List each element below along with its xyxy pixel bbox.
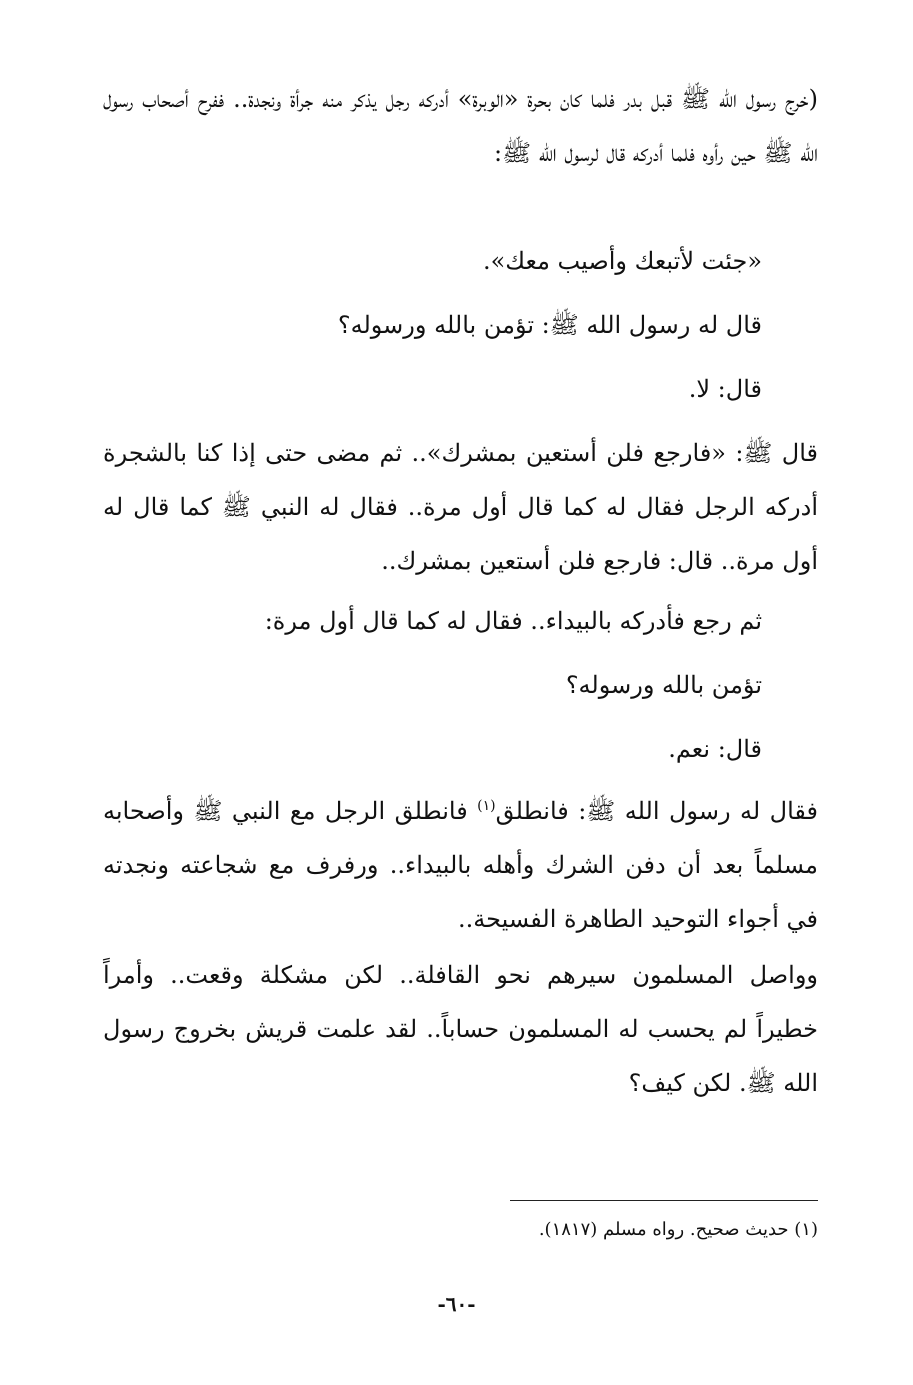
paragraph-4: قال: لا. — [688, 375, 762, 403]
footnote-reference[interactable]: (١) — [477, 798, 496, 814]
paragraph-7: تؤمن بالله ورسوله؟ — [565, 671, 762, 699]
main-text-refusal — [103, 426, 818, 588]
main-text-question-2 — [103, 658, 818, 712]
paragraph-10: وواصل المسلمون سيرهم نحو القافلة.. لكن مشكلة وقعت.. وأمراً خطيراً لم يحسب له المسلمون حساباً.. لقد علمت قريش بخروج رسول الله ﷺ. لكن كيف؟ — [103, 961, 818, 1097]
paragraph-8: قال: نعم. — [668, 735, 762, 763]
main-text-quote — [103, 234, 818, 288]
paragraph-9-start: فقال له رسول الله ﷺ: فانطلق — [495, 797, 818, 825]
page-number: -٦٠- — [437, 1292, 476, 1316]
paragraph-6: ثم رجع فأدركه بالبيداء.. فقال له كما قال أول مرة: — [264, 607, 762, 635]
main-text-departure — [103, 784, 818, 946]
paragraph-5: قال ﷺ: «فارجع فلن أستعين بمشرك».. ثم مضى حتى إذا كنا بالشجرة أدركه الرجل فقال له كما قال أول مرة.. فقال له النبي ﷺ كما قال له أول مرة.. قال: فارجع فلن أستعين بمشرك.. — [103, 439, 819, 575]
main-text-answer-no — [103, 362, 818, 416]
paragraph-2: «جئت لأتبعك وأصيب معك». — [482, 247, 762, 275]
paragraph-1: (خرج رسول الله ﷺ قبل بدر فلما كان بحرة «الوبرة» أدركه رجل يذكر منه جرأة ونجدة.. ففرح أصحاب رسول الله ﷺ حين رأوه فلما أدركه قال لرسول الله ﷺ: — [103, 85, 818, 167]
footnote-divider — [510, 1200, 818, 1201]
footnote: (١) حديث صحيح. رواه مسلم (١٨١٧). — [538, 1219, 818, 1240]
main-text-baydaa — [103, 594, 818, 648]
main-text-answer-yes — [103, 722, 818, 776]
paragraph-9-end: فانطلق الرجل مع النبي ﷺ وأصحابه مسلماً بعد أن دفن الشرك وأهله بالبيداء.. ورفرف مع شجاعته ونجدته في أجواء التوحيد الطاهرة الفسيحة.. — [103, 797, 818, 933]
paragraph-3: قال له رسول الله ﷺ: تؤمن بالله ورسوله؟ — [337, 311, 762, 339]
paragraph-9 — [103, 784, 818, 946]
main-text-quraysh — [103, 948, 818, 1110]
main-text-question — [103, 298, 818, 352]
main-text — [103, 72, 818, 180]
